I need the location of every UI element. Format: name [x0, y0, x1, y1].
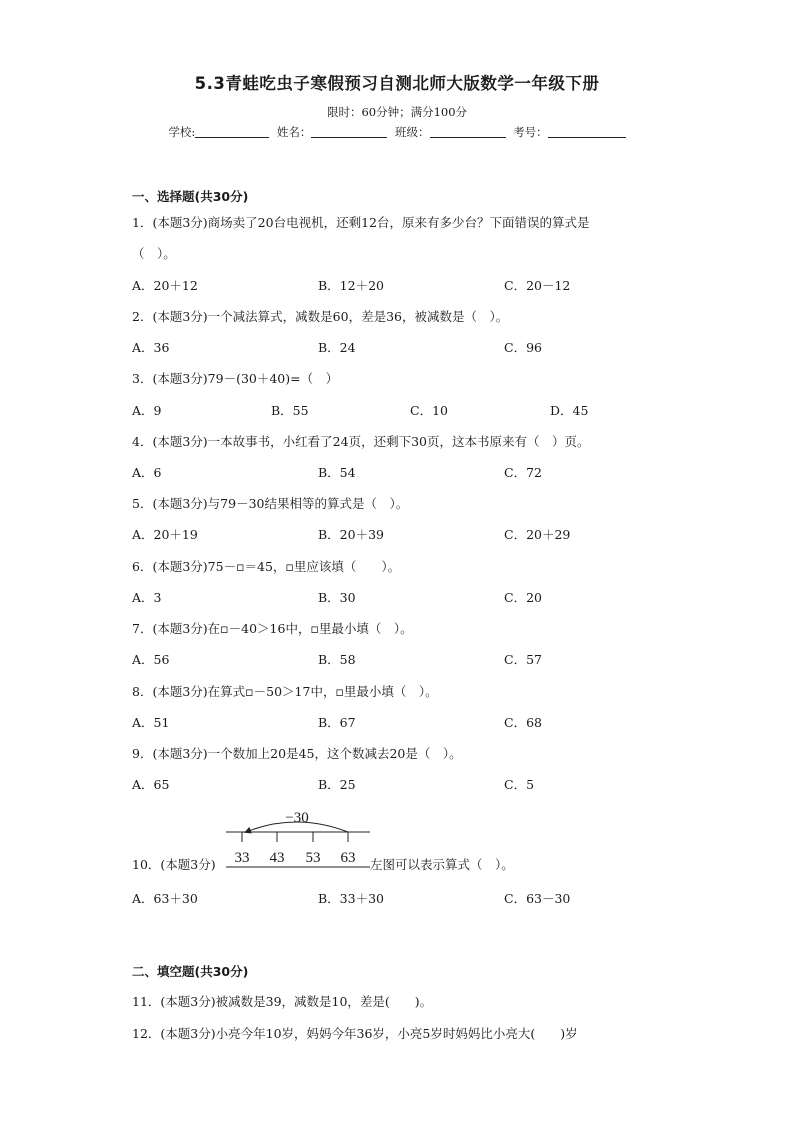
question-10-option-a[interactable]: A．63＋30 [132, 891, 198, 906]
question-8-text: 8．(本题3分)在算式▫－50＞17中，▫里最小填（ ）。 [132, 684, 438, 699]
question-2-option-a[interactable]: A．36 [132, 340, 170, 355]
question-3-option-c[interactable]: C．10 [410, 403, 448, 418]
number-line-tick-label: 43 [269, 850, 285, 866]
class-label: 班级： [395, 125, 430, 139]
question-3-text: 3．(本题3分)79－(30＋40)=（ ） [132, 371, 339, 386]
question-1-text-cont: （ ）。 [132, 246, 176, 261]
question-7-text: 7．(本题3分)在▫－40＞16中，▫里最小填（ ）。 [132, 621, 413, 636]
question-10-text-suffix: 左图可以表示算式（ ）。 [370, 857, 514, 872]
question-9-option-a[interactable]: A．65 [132, 777, 170, 792]
name-label: 姓名： [276, 125, 312, 139]
question-6-text: 6．(本题3分)75－▫＝45，▫里应该填（ ）。 [132, 559, 401, 574]
school-label: 学校: [168, 125, 196, 139]
number-line-figure [224, 806, 374, 868]
exam-number-field[interactable] [513, 124, 626, 140]
section-heading-choice: 一、选择题(共30分) [132, 189, 249, 204]
number-line-tick-label: 33 [234, 850, 250, 866]
question-5-option-c[interactable]: C．20＋29 [504, 527, 571, 542]
question-5-option-b[interactable]: B．20＋39 [318, 527, 384, 542]
question-1-option-a[interactable]: A．20＋12 [132, 278, 198, 293]
question-4-option-c[interactable]: C．72 [504, 465, 542, 480]
question-4-text: 4．(本题3分)一本故事书，小红看了24页，还剩下30页，这本书原来有（ ）页。 [132, 434, 590, 449]
school-blank[interactable] [195, 125, 269, 138]
question-3-option-a[interactable]: A．9 [132, 403, 162, 418]
question-2-option-c[interactable]: C．96 [504, 340, 542, 355]
question-10-option-b[interactable]: B．33＋30 [318, 891, 384, 906]
class-blank[interactable] [430, 125, 506, 138]
number-line-arc-label: −30 [285, 810, 309, 826]
question-8-option-c[interactable]: C．68 [504, 715, 542, 730]
name-blank[interactable] [311, 125, 387, 138]
question-9-option-b[interactable]: B．25 [318, 777, 356, 792]
number-line-tick-label: 63 [340, 850, 356, 866]
number-line-tick-label: 53 [305, 850, 321, 866]
question-4-option-a[interactable]: A．6 [132, 465, 162, 480]
question-11-text: 11．(本题3分)被减数是39，减数是10，差是( )。 [132, 994, 433, 1009]
question-2-text: 2．(本题3分)一个减法算式，减数是60，差是36，被减数是（ ）。 [132, 309, 509, 324]
question-7-option-a[interactable]: A．56 [132, 652, 170, 667]
question-1-text: 1．(本题3分)商场卖了20台电视机，还剩12台，原来有多少台？下面错误的算式是 [132, 215, 590, 230]
question-8-option-a[interactable]: A．51 [132, 715, 170, 730]
question-5-text: 5．(本题3分)与79－30结果相等的算式是（ ）。 [132, 496, 409, 511]
question-6-option-a[interactable]: A．3 [132, 590, 162, 605]
name-field[interactable] [277, 124, 388, 140]
page-title: 5.3青蛙吃虫子寒假预习自测北师大版数学一年级下册 [194, 74, 600, 93]
question-10-option-c[interactable]: C．63－30 [504, 891, 571, 906]
question-9-text: 9．(本题3分)一个数加上20是45，这个数减去20是（ ）。 [132, 746, 462, 761]
school-field[interactable] [168, 124, 269, 140]
question-7-option-c[interactable]: C．57 [504, 652, 542, 667]
question-1-option-b[interactable]: B．12＋20 [318, 278, 384, 293]
question-4-option-b[interactable]: B．54 [318, 465, 356, 480]
question-6-option-c[interactable]: C．20 [504, 590, 542, 605]
question-3-option-d[interactable]: D．45 [550, 403, 589, 418]
question-5-option-a[interactable]: A．20＋19 [132, 527, 198, 542]
question-3-option-b[interactable]: B．55 [271, 403, 309, 418]
class-field[interactable] [395, 124, 506, 140]
question-7-option-b[interactable]: B．58 [318, 652, 356, 667]
student-info-line [0, 124, 794, 140]
time-score-info: 限时：60分钟；满分100分 [326, 105, 468, 119]
section-heading-fill: 二、填空题(共30分) [132, 964, 249, 979]
question-9-option-c[interactable]: C．5 [504, 777, 535, 792]
question-1-option-c[interactable]: C．20－12 [504, 278, 571, 293]
question-6-option-b[interactable]: B．30 [318, 590, 356, 605]
question-12-text: 12．(本题3分)小亮今年10岁，妈妈今年36岁，小亮5岁时妈妈比小亮大( )岁 [132, 1026, 578, 1041]
question-10-text-prefix: 10．(本题3分) [132, 857, 216, 872]
exam-number-label: 考号： [513, 125, 548, 139]
question-8-option-b[interactable]: B．67 [318, 715, 356, 730]
exam-number-blank[interactable] [548, 125, 626, 138]
question-2-option-b[interactable]: B．24 [318, 340, 356, 355]
